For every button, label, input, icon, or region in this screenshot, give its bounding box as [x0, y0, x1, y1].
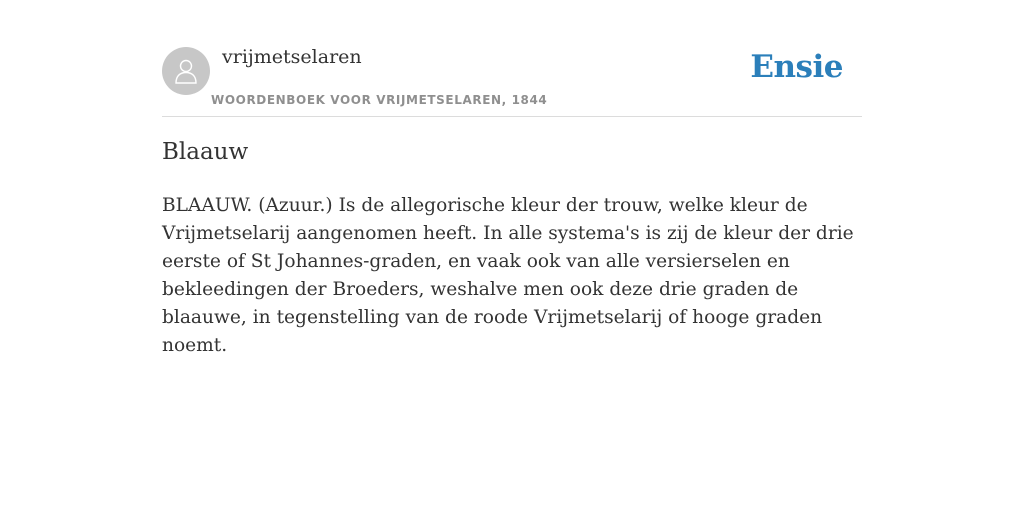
entry-card [162, 0, 862, 356]
user-avatar-icon[interactable] [162, 47, 210, 95]
entry-definition: BLAAUW. (Azuur.) Is de allegorische kleur der trouw, welke kleur de Vrijmetselarij aangenomen heeft. In alle systema's is zij de kleur der drie eerste of St Johannes-graden, en vaak ook van alle versierselen en bekleedingen der Broeders, weshalve men ook deze drie graden de blaauwe, in tegenstelling van de roode Vrijmetselarij of hooge graden noemt. [162, 195, 854, 356]
ensie-logo-link[interactable]: Ensie [750, 49, 843, 85]
author-name-link[interactable]: vrijmetselaren [222, 46, 362, 68]
entry-header [162, 0, 862, 117]
source-label: WOORDENBOEK VOOR VRIJMETSELAREN, 1844 [211, 93, 548, 107]
entry-title: Blaauw [162, 139, 249, 165]
person-icon [171, 56, 201, 86]
